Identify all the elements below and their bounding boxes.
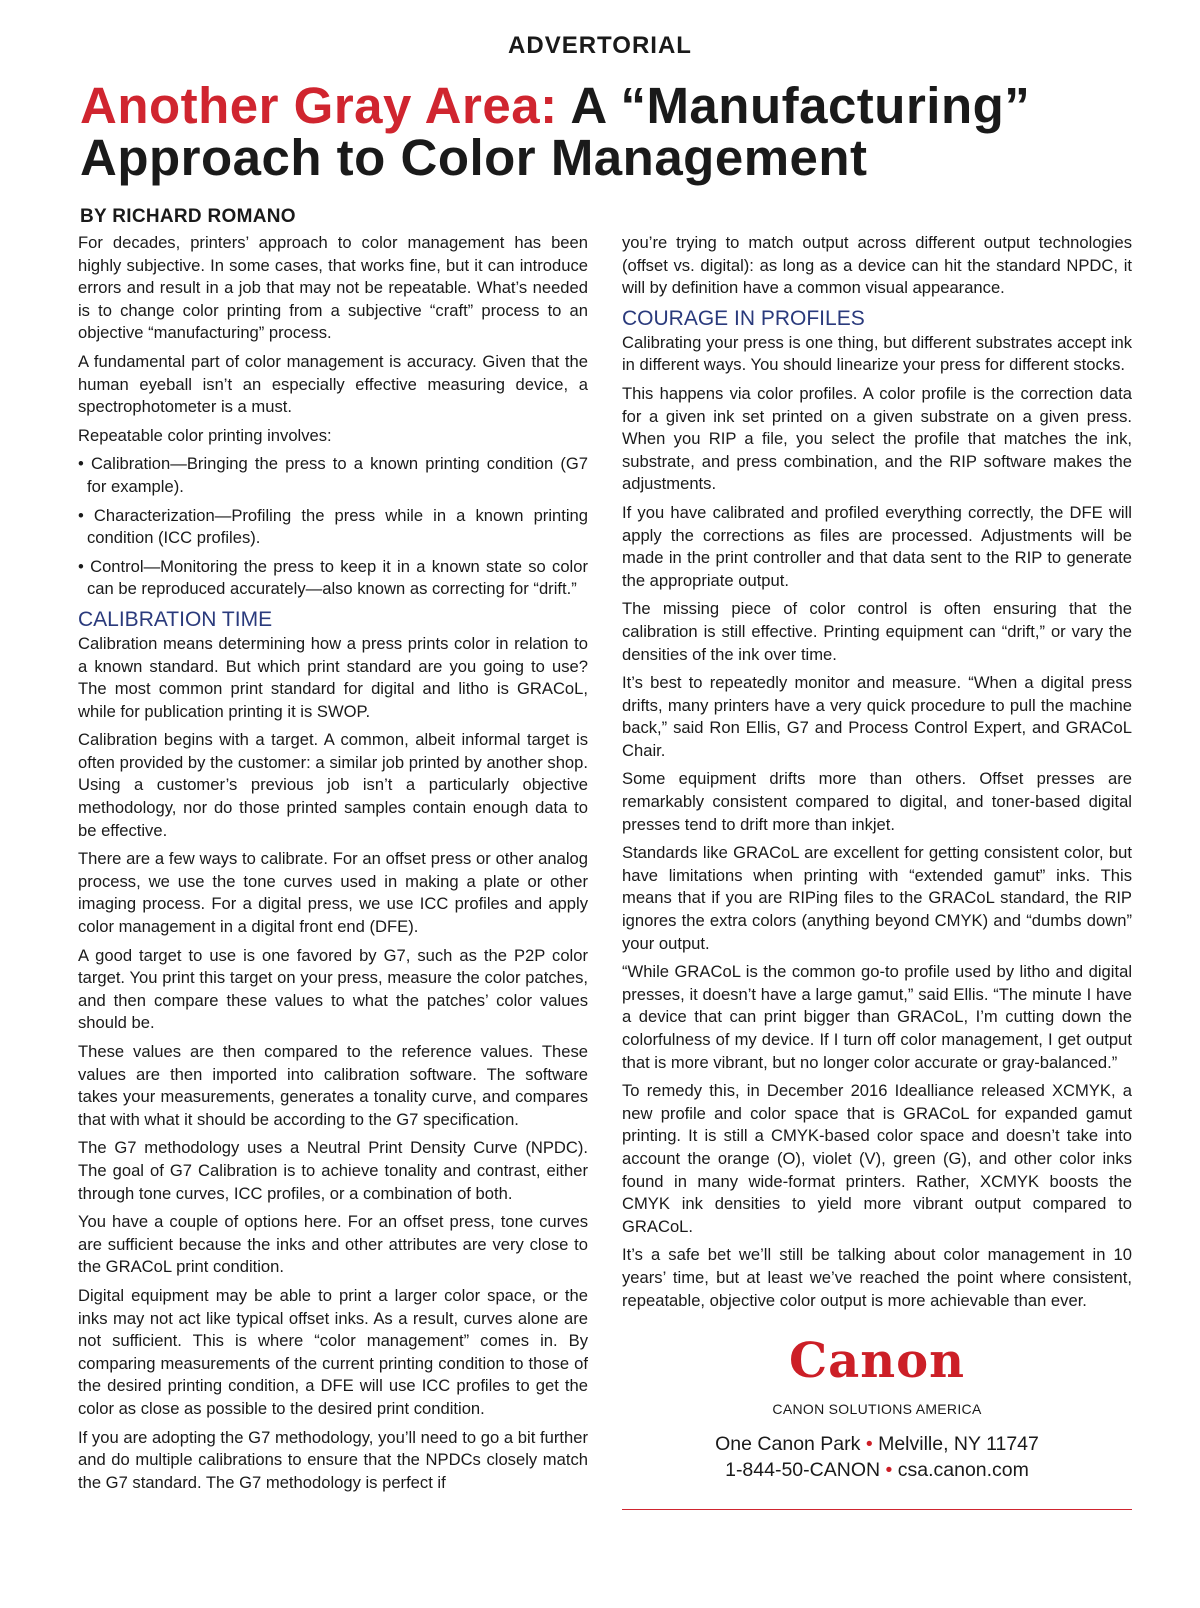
- contact-line: [622, 1457, 1132, 1483]
- paragraph: If you are adopting the G7 methodology, you’ll need to go a bit further and do multiple calibrations to ensure that the NPDCs closely match the G7 standard. The G7 methodology is perfect if: [78, 1427, 588, 1492]
- paragraph: you’re trying to match output across different output technologies (offset vs. digital): as long as a device can hit the standard NPDC, it will by definition have a common visual appearance.: [622, 233, 1132, 298]
- paragraph: These values are then compared to the reference values. These values are then imported into calibration software. The software takes your measurements, generates a tonality curve, and compares that with what it should be according to the G7 specification.: [78, 1042, 588, 1129]
- sponsor-block: [622, 1334, 1132, 1483]
- paragraph: The G7 methodology uses a Neutral Print Density Curve (NPDC). The goal of G7 Calibration is to achieve tonality and contrast, either through tone curves, ICC profiles, or a combination of both.: [78, 1138, 588, 1203]
- paragraph: If you have calibrated and profiled everything correctly, the DFE will apply the corrections as files are processed. Adjustments will be made in the print controller and that data sent to the RIP to generate the appropriate output.: [622, 502, 1132, 590]
- paragraph: This happens via color profiles. A color profile is the correction data for a given ink set printed on a given substrate on a given press. When you RIP a file, you select the profile that matches the ink, substrate, and press combination, and the RIP software makes the adjustments.: [622, 383, 1132, 494]
- list-item: • Calibration—Bringing the press to a known printing condition (G7 for example).: [78, 454, 588, 496]
- paragraph: Calibration means determining how a press prints color in relation to a known standard. But which print standard are you going to use? The most common print standard for digital and litho is GRACoL, while for publication printing it is SWOP.: [78, 633, 588, 721]
- paragraph: Some equipment drifts more than others. Offset presses are remarkably consistent compared to digital, and toner-based digital presses tend to drift more than inkjet.: [622, 769, 1132, 834]
- bullet-list: [78, 453, 588, 601]
- title-highlight: Another Gray Area:: [80, 77, 558, 134]
- paragraph: It’s best to repeatedly monitor and measure. “When a digital press drifts, many printers have a very quick procedure to pull the machine back,” said Ron Ellis, G7 and Process Control Expert, and GRACoL Chair.: [622, 673, 1132, 760]
- paragraph: It’s a safe bet we’ll still be talking about color management in 10 years’ time, but at least we’ve reached the point where consistent, repeatable, objective color output is more achievable than ever.: [622, 1245, 1132, 1310]
- paragraph: Repeatable color printing involves:: [78, 425, 332, 445]
- address-city: Melville, NY 11747: [878, 1432, 1039, 1455]
- title-line2: Approach to Color Management: [80, 129, 868, 186]
- paragraph: To remedy this, in December 2016 Idealliance released XCMYK, a new profile and color space that is GRACoL for expanded gamut printing. It is still a CMYK-based color space and doesn’t take into account the orange (O), violet (V), green (G), and other color inks found in many wide-format printers. Rather, XCMYK boosts the CMYK ink densities to yield more vibrant output compared to GRACoL.: [622, 1081, 1132, 1236]
- right-column: [622, 232, 1132, 1510]
- paragraph: Calibration begins with a target. A common, albeit informal target is often provided by the customer: a similar job printed by another shop. Using a customer’s previous job isn’t a particularly objective methodology, nor do those printed samples contain enough data to be effective.: [78, 730, 588, 840]
- separator-dot: •: [885, 1458, 893, 1481]
- phone-number[interactable]: 1-844-50-CANON: [725, 1458, 881, 1481]
- paragraph: A fundamental part of color management is accuracy. Given that the human eyeball isn’t an especially effective measuring device, a spectrophotometer is a must.: [78, 351, 588, 417]
- address-street: One Canon Park: [715, 1432, 861, 1455]
- list-item: • Characterization—Profiling the press while in a known printing condition (ICC profiles).: [78, 505, 588, 548]
- byline: BY RICHARD ROMANO: [80, 206, 296, 227]
- paragraph: Digital equipment may be able to print a larger color space, or the inks may not act like typical offset inks. As a result, curves alone are not sufficient. This is where “color management” comes in. By comparing measurements of the current printing condition to those of the desired printing condition, a DFE will use ICC profiles to get the color as close as possible to the desired print condition.: [78, 1285, 588, 1418]
- paragraph: A good target to use is one favored by G7, such as the P2P color target. You print this target on your press, measure the color patches, and then compare these values to what the patches’ color values should be.: [78, 945, 588, 1033]
- address-line: [622, 1431, 1132, 1457]
- paragraph: “While GRACoL is the common go-to profile used by litho and digital presses, it doesn’t have a large gamut,” said Ellis. “The minute I have a device that can print bigger than GRACoL, I’m cutting down the colorfulness of my device. If I turn off color management, I get output that is more vibrant, but no longer color accurate or gray-balanced.”: [622, 962, 1132, 1072]
- article-title: [80, 77, 1160, 186]
- left-column: [78, 232, 588, 1500]
- paragraph: For decades, printers’ approach to color management has been highly subjective. In some cases, that works fine, but it can introduce errors and result in a job that may not be repeatable. What’s needed is to change color printing from a subjective “craft” process to an objective “manufacturing” process.: [78, 233, 588, 343]
- advertorial-label: ADVERTORIAL: [508, 32, 692, 59]
- website-link[interactable]: csa.canon.com: [897, 1458, 1029, 1481]
- title-line1-rest: A “Manufacturing”: [557, 77, 1031, 134]
- separator-dot: •: [865, 1432, 873, 1455]
- paragraph: There are a few ways to calibrate. For an offset press or other analog process, we use the tone curves used in making a plate or other imaging process. For a digital press, we use ICC profiles and apply color management in a digital front end (DFE).: [78, 849, 588, 937]
- list-item: • Control—Monitoring the press to keep it in a known state so color can be reproduced accurately—also known as correcting for “drift.”: [78, 556, 588, 599]
- section-heading-calibration: CALIBRATION TIME: [78, 607, 273, 631]
- paragraph: You have a couple of options here. For an offset press, tone curves are sufficient because the inks and other attributes are very close to the GRACoL print condition.: [78, 1212, 588, 1277]
- division-name: CANON SOLUTIONS AMERICA: [772, 1401, 982, 1418]
- paragraph: Standards like GRACoL are excellent for getting consistent color, but have limitations when printing with “extended gamut” inks. This means that if you are RIPing files to the GRACoL standard, the RIP ignores the extra colors (anything beyond CMYK) and “dumbs down” your output.: [622, 843, 1132, 953]
- divider-rule: [622, 1509, 1132, 1510]
- canon-logo: Canon: [788, 1333, 966, 1390]
- paragraph: Calibrating your press is one thing, but different substrates accept ink in different ways. You should linearize your press for different stocks.: [622, 332, 1132, 375]
- paragraph: The missing piece of color control is often ensuring that the calibration is still effective. Printing equipment can “drift,” or vary the densities of the ink over time.: [622, 599, 1132, 664]
- section-heading-courage: COURAGE IN PROFILES: [622, 306, 865, 330]
